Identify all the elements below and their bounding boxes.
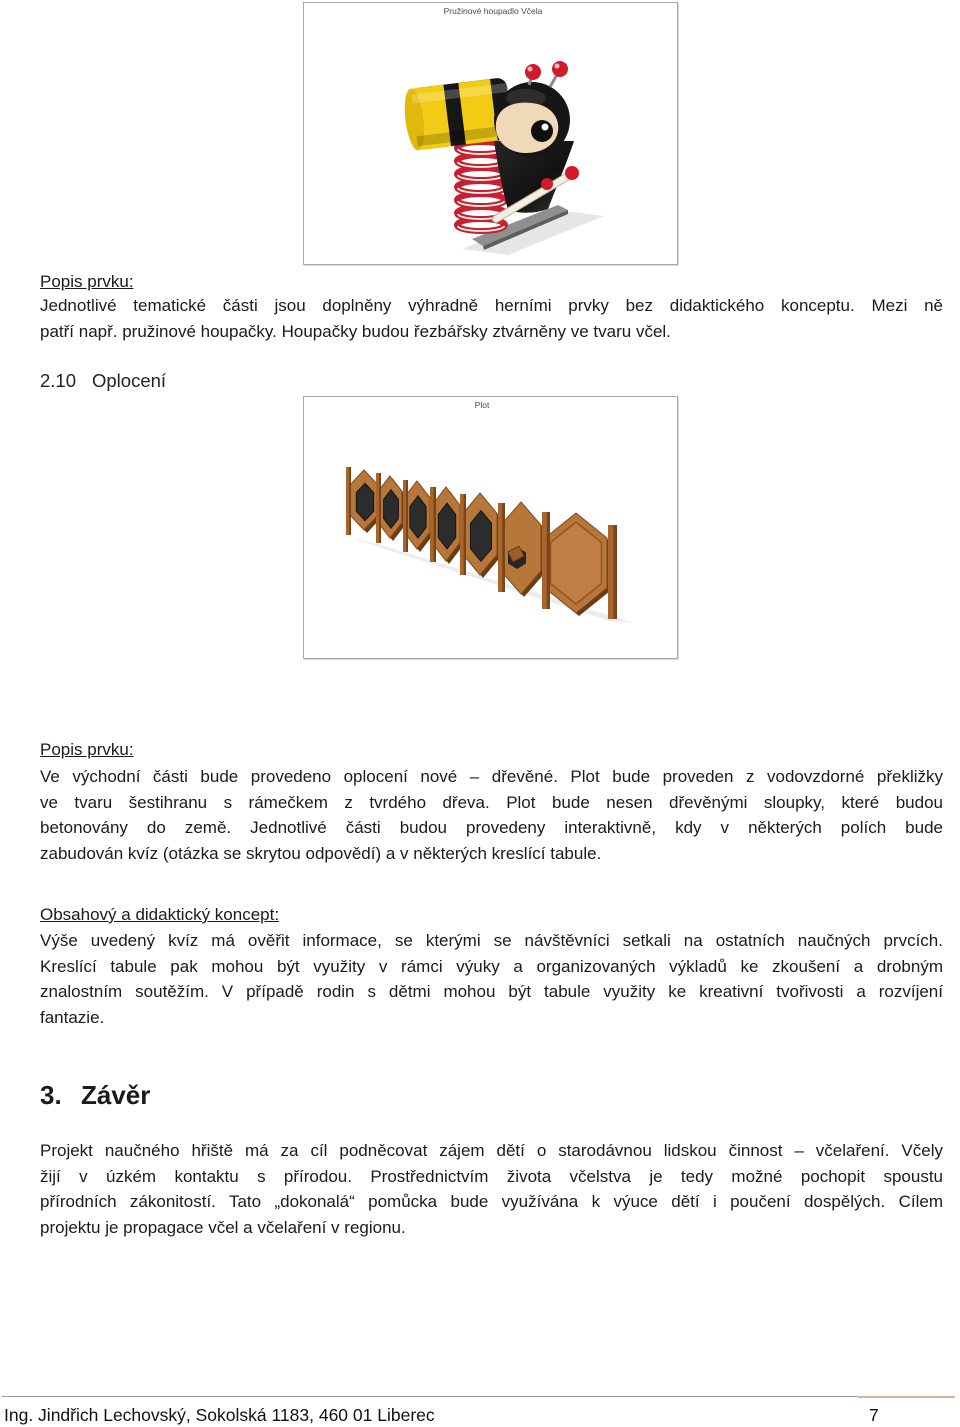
footer-author-address: Ing. Jindřich Lechovský, Sokolská 1183, 460 01 Liberec: [4, 1405, 435, 1425]
paragraph-line: zabudován kvíz (otázka se skrytou odpovědí) a v některých kreslící tabule.: [40, 843, 602, 863]
fence-post-shade: [613, 525, 617, 619]
paragraph-line: Výše uvedený kvíz má ověřit informace, se kterými se návštěvníci setkali na ostatních naučných prvcích.: [40, 931, 943, 950]
handle-knob: [565, 166, 579, 180]
fence-post-shade: [434, 487, 436, 562]
paragraph-line: žijí v úzkém kontaktu s přírodou. Prostřednictvím života včelstva je tedy možné pochopit spoustu: [40, 1166, 943, 1186]
element-description-paragraph: [40, 764, 943, 866]
paragraph-line: ve tvaru šestihranu s rámečkem z tvrdého dřeva. Plot bude nesen dřevěnými sloupky, které budou: [40, 792, 943, 812]
concept-paragraph: [40, 928, 943, 1030]
paragraph-line: znalostním soutěžím. V případě rodin s dětmi mohou být tabule využity ke kreativní tvořivosti a rozvíjení: [40, 982, 943, 1001]
conclusion-paragraph: [40, 1138, 943, 1240]
figure-caption: Pružinové houpadlo Včela: [443, 6, 543, 16]
page-number: 7: [869, 1405, 879, 1425]
paragraph-line: projektu je propagace včel a včelaření v regionu.: [40, 1217, 406, 1237]
paragraph-line: Projekt naučného hřiště má za cíl podněcovat zájem dětí o starodávnou lidskou činnost – včelaření. Včely: [40, 1141, 943, 1160]
paragraph-line: patří např. pružinové houpačky. Houpačky budou řezbářsky ztvárněny ve tvaru včel.: [40, 321, 671, 341]
element-description-paragraph: [40, 293, 943, 344]
fence-post-shade: [379, 473, 381, 543]
element-description-label: Popis prvku:: [40, 272, 134, 291]
fence-post-shade: [547, 512, 550, 609]
bee-antenna-right: [550, 61, 568, 87]
figure-caption: Plot: [474, 400, 490, 410]
concept-label: Obsahový a didaktický koncept:: [40, 905, 280, 924]
bee-eye: [531, 120, 553, 142]
fence-illustration: [304, 397, 677, 658]
bee-antenna-left: [525, 64, 541, 85]
footer-divider: [2, 1396, 955, 1397]
element-description-label: Popis prvku:: [40, 740, 134, 759]
chapter-number: 3.: [40, 1080, 62, 1110]
paragraph-line: betonovány do země. Jednotlivé části budou provedeny interaktivně, kdy v některých polích bude: [40, 818, 943, 837]
chapter-heading: [40, 1078, 150, 1112]
paragraph-line: fantazie.: [40, 1007, 105, 1027]
bee-spring-rider-illustration: [304, 3, 677, 264]
section-title: Oplocení: [92, 370, 167, 391]
section-number: 2.10: [40, 370, 77, 391]
paragraph-line: Kreslící tabule pak mohou být využity v rámci výuky a organizovaných výkladů ke zkoušení a drobným: [40, 956, 943, 976]
handle-knob: [541, 178, 553, 190]
paragraph-line: Ve východní části bude provedeno oplocení nové – dřevěné. Plot bude proveden z vodovzdorné překližky: [40, 767, 943, 786]
footer-divider-accent: [858, 1396, 955, 1398]
paragraph-line: Jednotlivé tematické části jsou doplněny výhradně herními prvky bez didaktického konceptu. Mezi ně: [40, 296, 943, 315]
fence-post-shade: [349, 467, 351, 535]
fence-post-shade: [406, 480, 408, 552]
figure-fence: [303, 396, 678, 659]
paragraph-line: přírodních zákonitostí. Tato „dokonalá“ pomůcka bude využívána k výuce dětí i poučení dospělých. Cílem: [40, 1192, 943, 1211]
section-heading: [40, 368, 166, 394]
figure-spring-rider: [303, 2, 678, 265]
fence-post-shade: [464, 494, 466, 575]
fence-post-shade: [502, 503, 505, 592]
chapter-title: Závěr: [81, 1080, 151, 1110]
